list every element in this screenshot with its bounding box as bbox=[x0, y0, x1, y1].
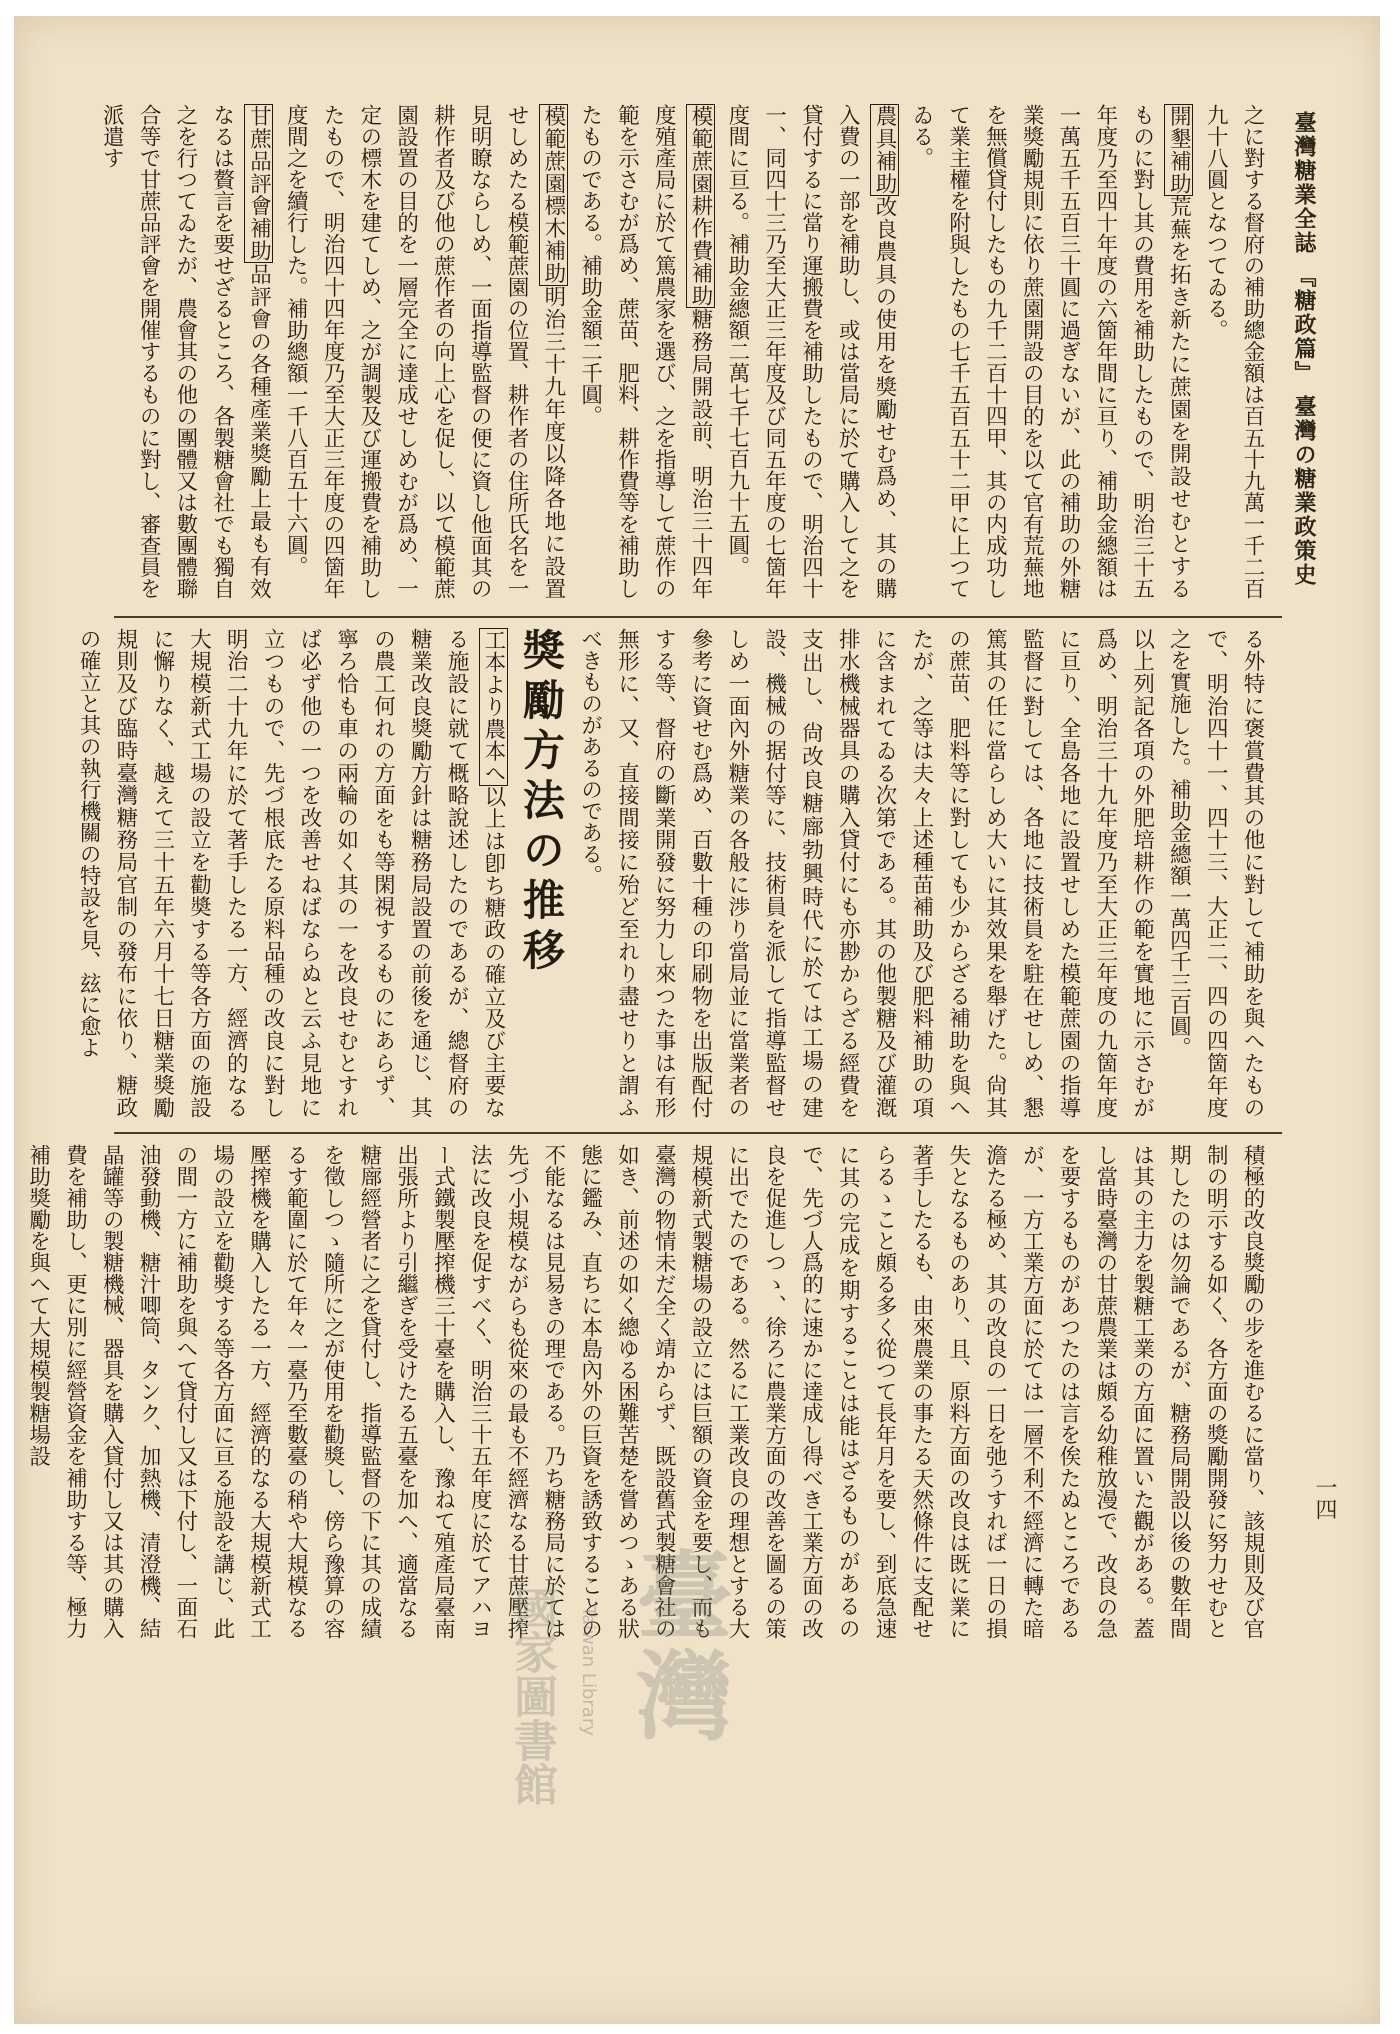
boxed-label: 工本より農本へ bbox=[480, 629, 506, 785]
boxed-label: 甘蔗品評會補助 bbox=[246, 105, 272, 263]
boxed-label: 農具補助 bbox=[872, 105, 898, 195]
boxed-label: 開墾補助 bbox=[1166, 105, 1192, 195]
section-top bbox=[99, 104, 1270, 600]
running-header bbox=[1289, 111, 1320, 587]
paragraph bbox=[69, 628, 511, 1118]
paragraph bbox=[571, 104, 718, 599]
paragraph: 以上列記各項の外肥培耕作の範を實地に示さむが爲め、明治三十九年度乃至大正三年度の九箇年度に亘り、全島各地に設置せしめた模範蔗園の指導監督に對しては、各地に技術員を駐在せしめ、懇篤其の任に當らしめ大いに其效果を舉げた。尙其の蔗苗、肥料等に對しても少からざる補助を與へたが、之等は夫々上述種苗補助及び肥料補助の項に含まれてゐる次第である。其の他製糖及び灌漑排水機械器具の購入貸付にも亦尠からざる經費を支出し、尙改良糖廍勃興時代に於ては工場の建設、機械の据付等に、技術員を派して指導監督せしめ一面內外糖業の各般に渉り當局並に當業者の參考に資せむ爲め、百數十種の印刷物を出版配付する等、督府の斷業開發に努力し來つた事は有形無形に、又、直接間接に殆ど至れり盡せりと謂ふべきものがあるのである。 bbox=[577, 628, 1155, 1118]
paragraph-text: 糖務局開設前、明治三十四年度殖產局に於て篤農家を選び、之を指導して蔗作の範を示さむが爲め、蔗苗、肥料、耕作費等を補助したものである。補助金額二千圓。 bbox=[577, 104, 714, 600]
paragraph: 之に對する督府の補助總金額は百五十九萬一千二百九十八圓となつてゐる。 bbox=[1203, 104, 1265, 599]
paragraph bbox=[718, 104, 902, 599]
paragraph bbox=[93, 104, 277, 599]
paragraph-text: 以上は卽ち糖政の確立及び主要なる施設に就て概略說述したのであるが、總督府の糖業改良獎勵方針は糖務局設置の前後を通じ、其の農工何れの方面をも等閑視するものにあらず、寧ろ恰も車の兩輪の如く其の一を改良せむとすれば必ず他の一つを改善せねばならぬと云ふ見地に立つもので、先づ根底たる原料品種の改良に對し明治二十九年に於て著手したる一方、經濟的なる大規模新式工場の設立を勸奬する等各方面の施設に懈りなく、越えて三十五年六月十七日糖業獎勵規則及び臨時臺灣糖務局官制の發布に依り、糖政の確立と其の執行機關の特設を見、玆に愈よ bbox=[76, 628, 506, 1119]
journal-title: 臺灣糖業全誌 bbox=[1291, 111, 1317, 255]
paragraph bbox=[276, 104, 570, 599]
section-heading: 獎勵方法の推移 bbox=[516, 628, 566, 978]
series-title: 『糖政篇』 bbox=[1291, 265, 1317, 385]
paragraph-text: 改良農具の使用を獎勵せむ爲め、其の購入費の一部を補助し、或は當局に於て購入して之を貸付するに當り運搬費を補助したもので、明治四十一、同四十三乃至大正三年度及び同五年度の七箇年度間に亘る。補助金總額二萬七千七百九十五圓。 bbox=[724, 104, 898, 600]
boxed-label: 模範蔗園標木補助 bbox=[540, 105, 566, 285]
paragraph: る外特に褒賞費其の他に對して補助を與へたもので、明治四十一、四十三、大正二、四の四箇年度之を實施した。補助金總額一萬四千三百圓。 bbox=[1166, 628, 1265, 1118]
boxed-label: 模範蔗園耕作費補助 bbox=[688, 105, 714, 308]
paragraph-text: 明治三十九年度以降各地に設置せしめたる模範蔗園の位置、耕作者の住所氏名を一見明瞭ならしめ、一面指導監督の便に資し他面其の耕作者及び他の蔗作者の向上心を促し、以て模範蔗園設置の目的を一層完全に達成せしめむが爲め、一定の標木を建てしめ、之が調製及び運搬費を補助したもので、明治四十四年度乃至大正三年度の四箇年度間之を續行した。補助總額一千八百五十六圓。 bbox=[283, 104, 566, 600]
chapter-title: 臺灣の糖業政策史 bbox=[1291, 395, 1317, 587]
library-watermark: 臺灣 bbox=[621, 1546, 734, 1746]
page-number: 一四 bbox=[1312, 1476, 1337, 1520]
section-divider bbox=[114, 616, 1282, 618]
paragraph-text: 品評會の各種產業獎勵上最も有效なるは贅言を要せざるところ、各製糖會社でも獨自之を行つてゐたが、農會其の他の團體又は數團體聯合等で甘蔗品評會を開催するものに對し、審查員を派遣す bbox=[99, 104, 272, 600]
document-page bbox=[14, 16, 1380, 2024]
paragraph-text: 荒蕪を拓き新たに蔗園を開設せむとするものに對し其の費用を補助したもので、明治三十五年度乃至四十年度の六箇年間に亘り、補助金總額は一萬五千五百三十圓に過ぎないが、此の補助の外糖業獎勵規則に依り蔗園開設の目的を以て官有荒蕪地を無償貸付したもの九千二百十四甲、其の内成功して業主權を附與したもの七千五百五十二甲に上つてゐる。 bbox=[908, 104, 1192, 600]
watermark-subtitle: 國家圖書館 bbox=[506, 1586, 557, 1806]
watermark-english: Taiwan Library bbox=[578, 1606, 599, 1736]
section-divider bbox=[114, 1132, 1282, 1134]
section-middle bbox=[76, 628, 1270, 1119]
paragraph: 積極的改良獎勵の步を進むるに當り、該規則及び官制の明示する如く、各方面の獎勵開發に努力せむと期したのは勿論であるが、糖務局開設以後の數年間は其の主力を製糖工業の方面に置いた觀がある。蓋し當時臺灣の甘蔗農業は頗る幼稚放漫で、改良の急を要するものがあつたのは言を俟たぬところであるが、一方工業方面に於ては一層不利不經濟に轉た暗澹たる極め、其の改良の一日を弛うすれば一日の損失となるものあり、且、原料方面の改良は既に業に著手したるも、由來農業の事たる天然條件に支配せらるゝこと頗る多く從つて長年月を要し、到底急速に其の完成を期することは能はざるものがあるので、先づ人爲的に速かに達成し得べき工業方面の改良を促進しつゝ、徐ろに農業方面の改善を圖るの策に出でたのである。然るに工業改良の理想とする大規模新式製糖場の設立には巨額の資金を要し、而も臺灣の物情未だ全く靖からず、既設舊式製糖會社の如き、前述の如く總ゆる困難苦楚を嘗めつゝある狀態に鑑み、直ちに本島內外の巨資を誘致することの不能なるは見易きの理である。乃ち糖務局に於ては先づ小規模ながらも從來の最も不經濟なる甘蔗壓搾法に改良を促すべく、明治三十五年度に於てアハヨー式鐵製壓搾機三十臺を購入し、豫ねて殖產局臺南出張所より引繼ぎを受けたる五臺を加へ、適當なる糖廍經營者に之を貸付し、指導監督の下に其の成績を徵しつゝ隨所に之が使用を勸獎し、傍ら豫算の容るす範圍に於て年々一臺乃至數臺の稍や大規模なる壓搾機を購入したる一方、經濟的なる大規模新式工場の設立を勸獎する等各方面に亘る施設を講じ、此の間一方に補助を與へて貸付し又は下付し、一面石油發動機、糖汁唧筒、タンク、加熱機、清澄機、結晶罐等の製糖機械、器具を購入貸付し又は其の購入費を補助し、更に別に經營資金を補助する等、極力補助獎勵を與へて大規模製糖場設 bbox=[25, 1144, 1265, 1639]
paragraph bbox=[902, 104, 1196, 599]
